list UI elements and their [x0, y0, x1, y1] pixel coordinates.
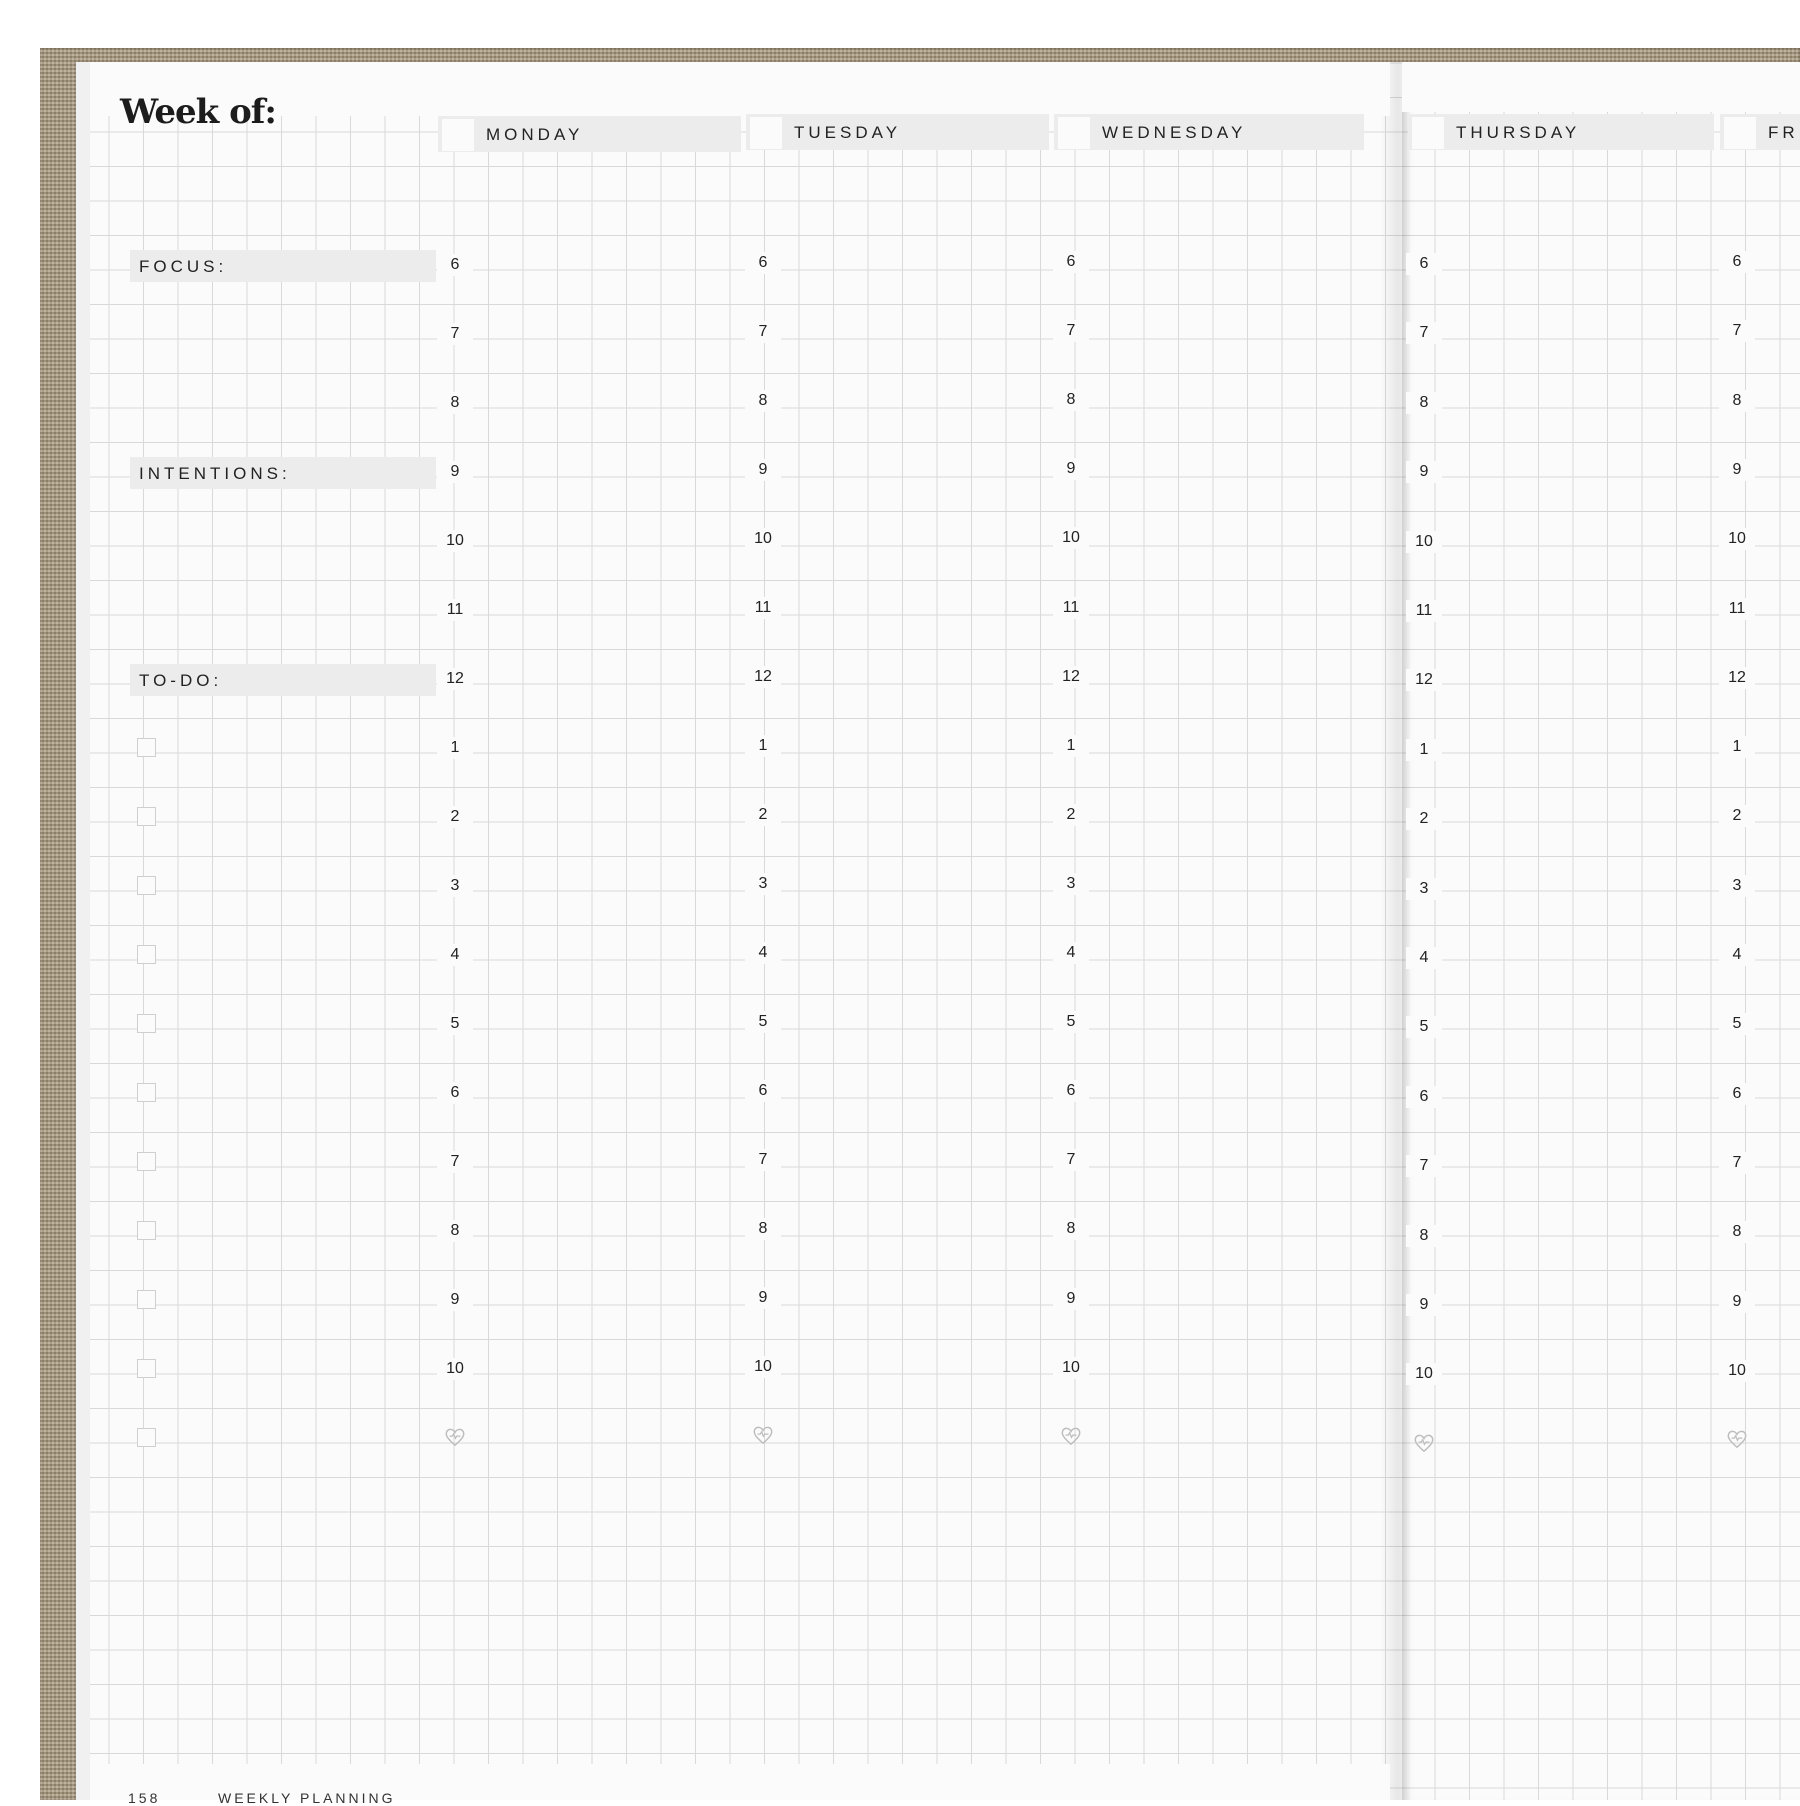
- todo-checkbox[interactable]: [137, 1083, 156, 1102]
- hour-label-tuesday: 11: [745, 597, 781, 619]
- hour-label-thursday: 10: [1406, 1363, 1442, 1385]
- hour-label-thursday: 8: [1406, 1225, 1442, 1247]
- hour-label-wednesday: 9: [1053, 1288, 1089, 1310]
- hour-label-tuesday: 5: [745, 1011, 781, 1033]
- hour-label-tuesday: 6: [745, 1080, 781, 1102]
- hour-label-tuesday: 7: [745, 321, 781, 343]
- hour-label-friday: 1: [1719, 736, 1755, 758]
- hour-label-thursday: 5: [1406, 1016, 1442, 1038]
- hour-label-monday: 10: [437, 530, 473, 552]
- top-margin: [90, 62, 1390, 116]
- hour-label-wednesday: 7: [1053, 1149, 1089, 1171]
- hour-label-wednesday: 11: [1053, 597, 1089, 619]
- hour-label-thursday: 7: [1406, 1155, 1442, 1177]
- day-label-wednesday: WEDNESDAY: [1102, 123, 1247, 142]
- page-number: 158: [128, 1790, 161, 1806]
- hour-label-wednesday: 1: [1053, 735, 1089, 757]
- day-header-thursday: [1408, 114, 1714, 150]
- hour-label-thursday: 10: [1406, 531, 1442, 553]
- date-box[interactable]: [1724, 117, 1756, 149]
- hour-label-friday: 7: [1719, 320, 1755, 342]
- hour-label-thursday: 11: [1406, 600, 1442, 622]
- top-margin-right: [1402, 62, 1800, 112]
- hour-label-thursday: 6: [1406, 1086, 1442, 1108]
- todo-checkbox[interactable]: [137, 1152, 156, 1171]
- focus-label: FOCUS:: [139, 257, 228, 276]
- footer-section-title: WEEKLY PLANNING: [218, 1790, 396, 1806]
- heart-icon: [1413, 1433, 1435, 1453]
- hour-label-monday: 3: [437, 875, 473, 897]
- day-header-friday: [1720, 114, 1800, 150]
- hour-label-thursday: 1: [1406, 739, 1442, 761]
- todo-checkbox[interactable]: [137, 807, 156, 826]
- hour-label-friday: 2: [1719, 805, 1755, 827]
- hour-label-thursday: 7: [1406, 322, 1442, 344]
- hour-label-wednesday: 6: [1053, 251, 1089, 273]
- hour-label-tuesday: 8: [745, 390, 781, 412]
- hour-label-friday: 9: [1719, 459, 1755, 481]
- hour-label-wednesday: 7: [1053, 320, 1089, 342]
- day-header-monday: [438, 116, 741, 152]
- heart-icon: [752, 1425, 774, 1445]
- hour-label-thursday: 9: [1406, 461, 1442, 483]
- hour-label-tuesday: 8: [745, 1218, 781, 1240]
- hour-label-friday: 4: [1719, 944, 1755, 966]
- hour-label-wednesday: 9: [1053, 458, 1089, 480]
- hour-label-monday: 9: [437, 461, 473, 483]
- hour-label-friday: 6: [1719, 251, 1755, 273]
- hour-label-friday: 10: [1719, 528, 1755, 550]
- todo-checkbox[interactable]: [137, 1359, 156, 1378]
- intentions-section: [130, 457, 436, 489]
- todo-label: TO-DO:: [139, 671, 223, 690]
- date-box[interactable]: [750, 117, 782, 149]
- hour-label-thursday: 4: [1406, 947, 1442, 969]
- hour-label-wednesday: 12: [1053, 666, 1089, 688]
- hour-label-wednesday: 10: [1053, 527, 1089, 549]
- heart-icon: [1726, 1429, 1748, 1449]
- todo-checkbox[interactable]: [137, 1014, 156, 1033]
- hour-label-tuesday: 10: [745, 1356, 781, 1378]
- hour-label-wednesday: 2: [1053, 804, 1089, 826]
- week-of-title: Week of:: [120, 92, 276, 132]
- hour-label-tuesday: 1: [745, 735, 781, 757]
- day-header-tuesday: [746, 114, 1049, 150]
- hour-label-thursday: 2: [1406, 808, 1442, 830]
- hour-label-tuesday: 6: [745, 252, 781, 274]
- hour-label-monday: 7: [437, 323, 473, 345]
- hour-label-monday: 6: [437, 254, 473, 276]
- date-box[interactable]: [1412, 117, 1444, 149]
- hour-label-friday: 6: [1719, 1083, 1755, 1105]
- hour-label-monday: 5: [437, 1013, 473, 1035]
- hour-label-friday: 8: [1719, 390, 1755, 412]
- heart-icon: [444, 1427, 466, 1447]
- hour-label-tuesday: 9: [745, 1287, 781, 1309]
- todo-checkbox[interactable]: [137, 738, 156, 757]
- date-box[interactable]: [1058, 117, 1090, 149]
- hour-label-thursday: 12: [1406, 669, 1442, 691]
- todo-checkbox[interactable]: [137, 876, 156, 895]
- hour-label-friday: 3: [1719, 875, 1755, 897]
- hour-label-monday: 10: [437, 1358, 473, 1380]
- hour-label-wednesday: 6: [1053, 1080, 1089, 1102]
- hour-label-friday: 10: [1719, 1360, 1755, 1382]
- hour-label-tuesday: 10: [745, 528, 781, 550]
- hour-label-thursday: 3: [1406, 878, 1442, 900]
- hour-label-wednesday: 10: [1053, 1357, 1089, 1379]
- hour-label-monday: 2: [437, 806, 473, 828]
- hour-label-friday: 11: [1719, 598, 1755, 620]
- hour-label-tuesday: 2: [745, 804, 781, 826]
- hour-label-friday: 7: [1719, 1152, 1755, 1174]
- todo-checkbox[interactable]: [137, 1428, 156, 1447]
- hour-label-friday: 9: [1719, 1291, 1755, 1313]
- day-label-thursday: THURSDAY: [1456, 123, 1581, 142]
- hour-label-wednesday: 8: [1053, 389, 1089, 411]
- day-label-monday: MONDAY: [486, 125, 584, 144]
- hour-label-wednesday: 8: [1053, 1218, 1089, 1240]
- hour-label-friday: 8: [1719, 1221, 1755, 1243]
- hour-label-monday: 8: [437, 392, 473, 414]
- hour-label-wednesday: 3: [1053, 873, 1089, 895]
- hour-label-thursday: 6: [1406, 253, 1442, 275]
- hour-label-tuesday: 3: [745, 873, 781, 895]
- hour-label-friday: 12: [1719, 667, 1755, 689]
- todo-checkbox[interactable]: [137, 945, 156, 964]
- hour-label-tuesday: 4: [745, 942, 781, 964]
- date-box[interactable]: [442, 119, 474, 151]
- left-page: [76, 62, 1408, 1800]
- todo-checkbox[interactable]: [137, 1290, 156, 1309]
- hour-label-monday: 7: [437, 1151, 473, 1173]
- focus-section: [130, 250, 436, 282]
- hour-label-wednesday: 5: [1053, 1011, 1089, 1033]
- day-header-wednesday: [1054, 114, 1364, 150]
- hour-label-monday: 11: [437, 599, 473, 621]
- hour-label-monday: 6: [437, 1082, 473, 1104]
- day-label-friday: FR: [1768, 123, 1799, 142]
- hour-label-wednesday: 4: [1053, 942, 1089, 964]
- hour-label-tuesday: 7: [745, 1149, 781, 1171]
- heart-icon: [1060, 1426, 1082, 1446]
- hour-label-tuesday: 12: [745, 666, 781, 688]
- day-label-tuesday: TUESDAY: [794, 123, 902, 142]
- intentions-label: INTENTIONS:: [139, 464, 291, 483]
- hour-label-monday: 4: [437, 944, 473, 966]
- hour-label-friday: 5: [1719, 1013, 1755, 1035]
- hour-label-monday: 1: [437, 737, 473, 759]
- todo-section: [130, 664, 436, 696]
- todo-checkbox[interactable]: [137, 1221, 156, 1240]
- hour-label-tuesday: 9: [745, 459, 781, 481]
- hour-label-thursday: 9: [1406, 1294, 1442, 1316]
- hour-label-monday: 8: [437, 1220, 473, 1242]
- hour-label-monday: 9: [437, 1289, 473, 1311]
- hour-label-thursday: 8: [1406, 392, 1442, 414]
- hour-label-monday: 12: [437, 668, 473, 690]
